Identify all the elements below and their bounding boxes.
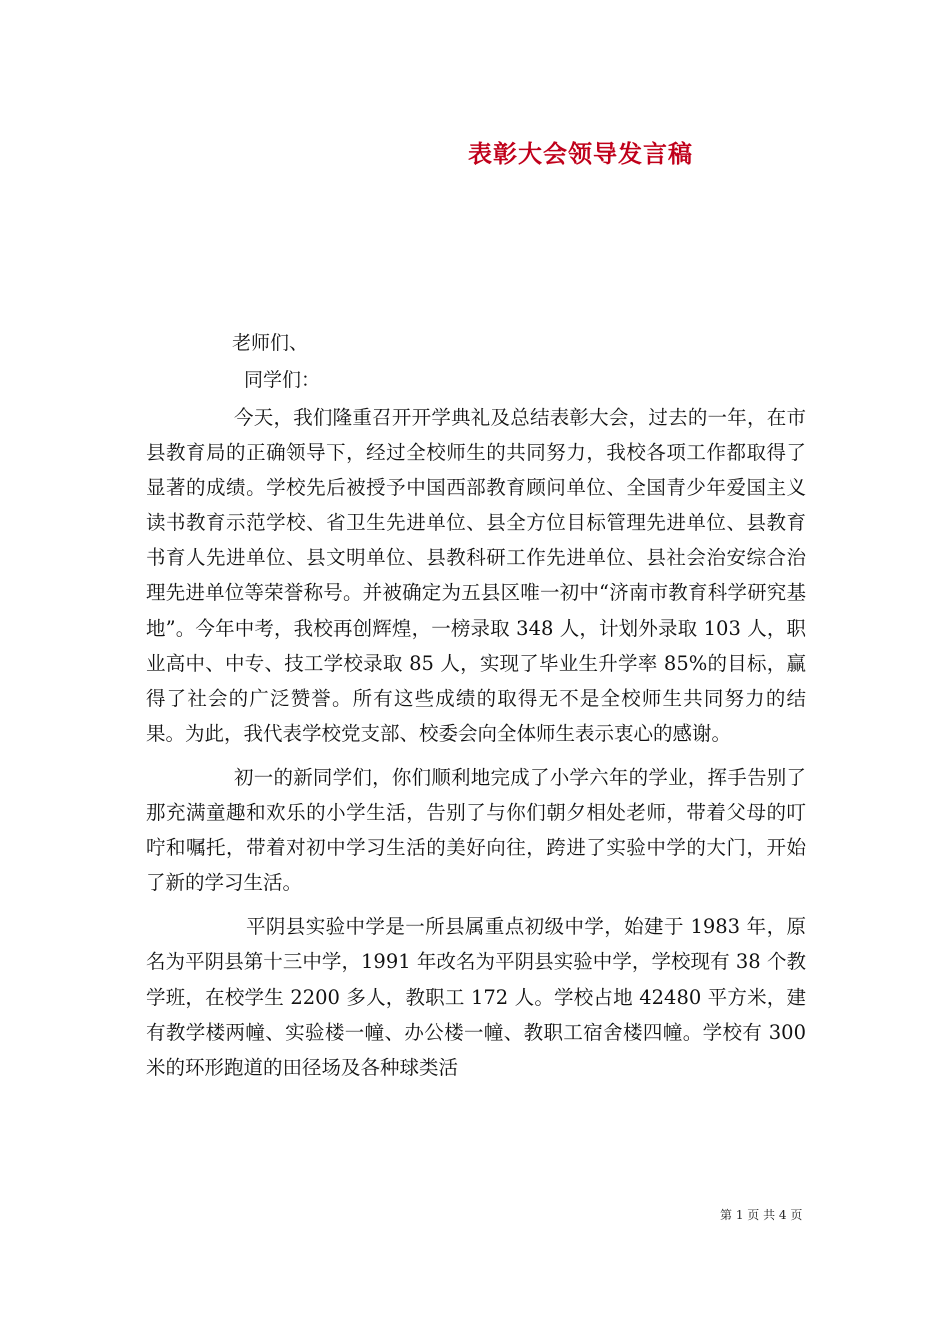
paragraph: 今天，我们隆重召开开学典礼及总结表彰大会，过去的一年，在市县教育局的正确领导下，经过全校师生的共同努力，我校各项工作都取得了显著的成绩。学校先后被授予中国西部教育顾问单位、全国青少年爱国主义读书教育示范学校、省卫生先进单位、县全方位目标管理先进单位、县教育书育人先进单位、县文明单位、县教科研工作先进单位、县社会治安综合治理先进单位等荣誉称号。并被确定为五县区唯一初中“济南市教育科学研究基地”。今年中考，我校再创辉煌，一榜录取 348 人，计划外录取 103 人，职业高中、中专、技工学校录取 85 人，实现了毕业生升学率 85%的目标，赢得了社会的广泛赞誉。所有这些成绩的取得无不是全校师生共同努力的结果。为此，我代表学校党支部、校委会向全体师生表示衷心的感谢。	[146, 406, 806, 745]
document-title: 表彰大会领导发言稿	[468, 139, 693, 168]
paragraph: 初一的新同学们，你们顺利地完成了小学六年的学业，挥手告别了那充满童趣和欢乐的小学生活，告别了与你们朝夕相处老师，带着父母的叮咛和嘱托，带着对初中学习生活的美好向往，跨进了实验中学的大门，开始了新的学习生活。	[146, 765, 806, 895]
document-body	[146, 400, 806, 1094]
paragraph: 平阴县实验中学是一所县属重点初级中学，始建于 1983 年，原名为平阴县第十三中学，1991 年改名为平阴县实验中学，学校现有 38 个教学班，在校学生 2200 多人，教职工 172 人。学校占地 42480 平方米，建有教学楼两幢、实验楼一幢、办公楼一幢、教职工宿舍楼四幢。学校有 300 米的环形跑道的田径场及各种球类活	[146, 915, 806, 1079]
salutation-students: 同学们：	[244, 369, 321, 391]
salutation-teachers: 老师们、	[232, 332, 309, 354]
page-number: 第 1 页 共 4 页	[720, 1208, 803, 1222]
